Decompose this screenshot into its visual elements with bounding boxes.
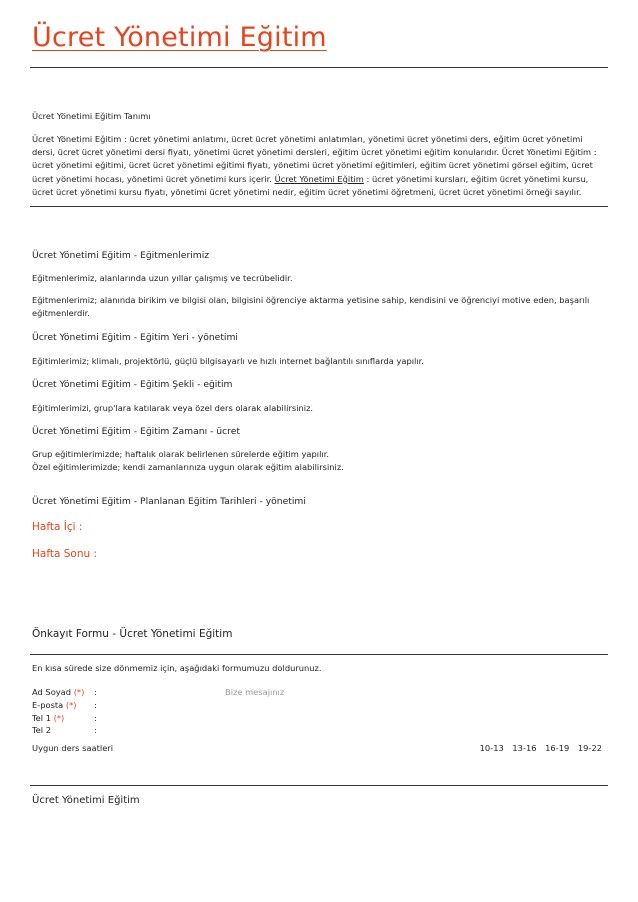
definition-text: Ücret Yönetimi Eğitim : ücret yönetimi anlatımı, ücret ücret yönetimi anlatımları, yönetimi ücret yönetimi ders, eğitim ücret yönetimi dersi, ücret ücret yönetimi dersi fiyatı, yönetimi ücret yönetimi dersleri, eğitim ücret yönetimi eğitim konularıdır. Ücret Yönetimi Eğitim : ücret yönetimi eğitimi, ücret ücret yönetimi eğitimi fiyatı, yönetimi ücret yönetimi eğitimleri, eğitim ücret yönetimi görsel eğitim, ücret ücret yönetimi hocası, yönetimi ücret yönetimi kurs içerir. xyxy=(32,134,597,184)
time-slot-option[interactable]: 10-13 xyxy=(479,743,504,753)
timing-text-1: Grup eğitimlerimizde; haftalık olarak belirlenen sürelerde eğitim yapılır. xyxy=(32,449,329,459)
time-slot-option[interactable]: 16-19 xyxy=(545,743,570,753)
format-heading: Ücret Yönetimi Eğitim - Eğitim Şekli - eğitim xyxy=(32,379,233,390)
title-divider xyxy=(30,67,608,68)
form-divider xyxy=(30,654,608,655)
weekend-label: Hafta Sonu : xyxy=(32,548,98,560)
form-intro: En kısa sürede size dönmemiz için, aşağıdaki formumuzu doldurunuz. xyxy=(32,663,322,673)
message-input[interactable]: Bize mesajınız xyxy=(225,687,285,697)
phone1-label: Tel 1 xyxy=(32,713,51,723)
required-mark: (*) xyxy=(53,713,65,723)
section-divider xyxy=(30,206,608,207)
field-colon: : xyxy=(94,725,97,735)
weekday-label: Hafta İçi : xyxy=(32,521,83,533)
trainers-text-2: Eğitmenlerimiz; alanında birikim ve bilgisi olan, bilgisini öğrenciye aktarma yetisine sahip, kendisini ve öğrenciyi motive eden, başarılı eğitmenlerdir. xyxy=(32,295,590,319)
time-slots xyxy=(480,742,602,755)
trainers-text-1: Eğitmenlerimiz, alanlarında uzun yıllar çalışmış ve tecrübelidir. xyxy=(32,273,293,283)
required-mark: (*) xyxy=(65,700,77,710)
timing-text-2: Özel eğitimlerimizde; kendi zamanlarınıza uygun olarak eğitim alabilirsiniz. xyxy=(32,462,344,472)
phone2-label: Tel 2 xyxy=(32,725,51,735)
time-slot-option[interactable]: 13-16 xyxy=(512,743,537,753)
place-text: Eğitimlerimiz; klimalı, projektörlü, güçlü bilgisayarlı ve hızlı internet bağlantılı sınıflarda yapılır. xyxy=(32,356,424,366)
email-field[interactable] xyxy=(32,699,97,711)
format-text: Eğitimlerimizi, grup'lara katılarak veya özel ders olarak alabilirsiniz. xyxy=(32,403,314,413)
name-label: Ad Soyad xyxy=(32,687,72,697)
definition-link[interactable]: Ücret Yönetimi Eğitim xyxy=(274,173,364,184)
phone1-field[interactable] xyxy=(32,712,97,724)
field-colon: : xyxy=(94,700,97,710)
footer-title: Ücret Yönetimi Eğitim xyxy=(32,795,140,806)
email-label: E-posta xyxy=(32,700,64,710)
required-mark: (*) xyxy=(73,687,85,697)
field-colon: : xyxy=(94,713,97,723)
place-heading: Ücret Yönetimi Eğitim - Eğitim Yeri - yönetimi xyxy=(32,332,238,343)
schedule-heading: Ücret Yönetimi Eğitim - Planlanan Eğitim Tarihleri - yönetimi xyxy=(32,496,306,507)
phone2-field[interactable] xyxy=(32,724,97,736)
name-field[interactable] xyxy=(32,686,97,698)
definition-text-end: : ücret yönetimi kursları, eğitim ücret yönetimi kursu, ücret ücret yönetimi kursu fiyatı, yönetimi ücret yönetimi nedir, eğitim ücret yönetimi öğretmeni, ücret ücret yönetimi örneği sayılır. xyxy=(32,173,589,197)
time-slot-option[interactable]: 19-22 xyxy=(577,743,602,753)
form-title: Önkayıt Formu - Ücret Yönetimi Eğitim xyxy=(32,628,233,640)
hours-label: Uygun ders saatleri xyxy=(32,743,114,753)
page-title[interactable]: Ücret Yönetimi Eğitim xyxy=(32,22,327,53)
definition-heading: Ücret Yönetimi Eğitim Tanımı xyxy=(32,111,151,121)
trainers-heading: Ücret Yönetimi Eğitim - Eğitmenlerimiz xyxy=(32,250,210,261)
field-colon: : xyxy=(94,687,97,697)
footer-divider xyxy=(30,785,608,786)
timing-heading: Ücret Yönetimi Eğitim - Eğitim Zamanı - ücret xyxy=(32,426,240,437)
definition-body xyxy=(32,133,604,199)
